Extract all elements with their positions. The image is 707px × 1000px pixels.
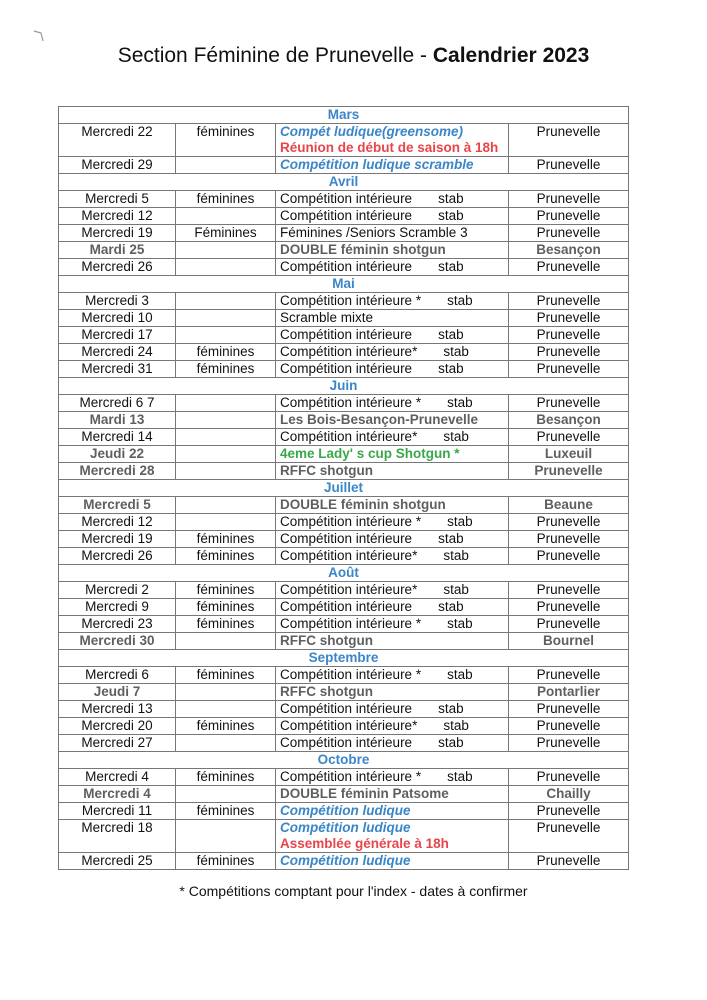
page-title-calendar: Calendrier 2023 [432, 44, 590, 67]
event-location: Prunevelle [509, 769, 629, 786]
event-date: Mardi 25 [59, 242, 176, 259]
event-text: Compétition intérieure [280, 361, 413, 376]
event-format: stab [447, 293, 473, 308]
event-row [59, 701, 629, 718]
event-category [176, 395, 276, 412]
event-date: Jeudi 22 [59, 446, 176, 463]
event-row [59, 429, 629, 446]
event-row [59, 514, 629, 531]
month-label: Octobre [59, 752, 629, 769]
event-text: Compétition intérieure [280, 701, 413, 716]
event-date: Mercredi 13 [59, 701, 176, 718]
event-date: Mercredi 25 [59, 853, 176, 870]
event-text: Compétition intérieure * [280, 769, 422, 784]
event-category [176, 327, 276, 344]
event-description [276, 718, 509, 735]
event-location: Prunevelle [509, 599, 629, 616]
event-row [59, 225, 629, 242]
event-row [59, 616, 629, 633]
event-category: féminines [176, 803, 276, 820]
event-location: Prunevelle [509, 853, 629, 870]
event-description [276, 429, 509, 446]
event-date: Mercredi 12 [59, 514, 176, 531]
event-line [280, 548, 504, 564]
event-category [176, 242, 276, 259]
event-row [59, 259, 629, 276]
event-line [280, 820, 504, 836]
event-line [280, 718, 504, 734]
event-date: Mercredi 4 [59, 786, 176, 803]
event-text: DOUBLE féminin shotgun [280, 242, 446, 257]
event-format: stab [438, 259, 464, 274]
event-row [59, 497, 629, 514]
event-text: Compétition intérieure * [280, 616, 422, 631]
month-label: Août [59, 565, 629, 582]
event-location: Prunevelle [509, 191, 629, 208]
event-description [276, 582, 509, 599]
event-category: féminines [176, 582, 276, 599]
event-location: Prunevelle [509, 701, 629, 718]
event-date: Mercredi 20 [59, 718, 176, 735]
event-date: Mercredi 14 [59, 429, 176, 446]
event-category: féminines [176, 718, 276, 735]
event-text: 4eme Lady' s cup Shotgun * [280, 446, 460, 461]
event-line [280, 429, 504, 445]
event-category: féminines [176, 548, 276, 565]
event-location: Beaune [509, 497, 629, 514]
page-title [0, 44, 707, 68]
event-description [276, 853, 509, 870]
event-category: féminines [176, 853, 276, 870]
event-line [280, 599, 504, 615]
event-location: Prunevelle [509, 361, 629, 378]
event-description [276, 310, 509, 327]
event-category [176, 684, 276, 701]
event-format: stab [438, 599, 464, 614]
event-line [280, 395, 504, 411]
event-text: Scramble mixte [280, 310, 374, 325]
event-category [176, 446, 276, 463]
month-label: Septembre [59, 650, 629, 667]
event-location: Besançon [509, 242, 629, 259]
event-text: Compétition intérieure [280, 191, 413, 206]
event-date: Jeudi 7 [59, 684, 176, 701]
event-date: Mercredi 26 [59, 548, 176, 565]
event-description [276, 667, 509, 684]
event-line [280, 735, 504, 751]
event-text: Féminines /Seniors Scramble 3 [280, 225, 468, 240]
event-category [176, 157, 276, 174]
event-category [176, 310, 276, 327]
month-label: Avril [59, 174, 629, 191]
event-category: féminines [176, 124, 276, 157]
event-row [59, 344, 629, 361]
event-category [176, 463, 276, 480]
event-text: RFFC shotgun [280, 633, 373, 648]
event-description [276, 259, 509, 276]
event-category [176, 497, 276, 514]
month-label: Juillet [59, 480, 629, 497]
event-text: DOUBLE féminin Patsome [280, 786, 449, 801]
event-text: RFFC shotgun [280, 463, 373, 478]
event-text: Compétition intérieure * [280, 514, 422, 529]
event-line [280, 514, 504, 530]
event-text: Compétition intérieure* [280, 582, 418, 597]
event-description [276, 395, 509, 412]
event-text: Les Bois-Besançon-Prunevelle [280, 412, 479, 427]
event-row [59, 242, 629, 259]
event-format: stab [438, 735, 464, 750]
event-line [280, 667, 504, 683]
event-category [176, 701, 276, 718]
event-line [280, 531, 504, 547]
event-date: Mercredi 5 [59, 191, 176, 208]
event-format: stab [447, 514, 473, 529]
event-line [280, 616, 504, 632]
event-description [276, 701, 509, 718]
event-line [280, 446, 504, 462]
event-format: stab [438, 361, 464, 376]
event-description [276, 616, 509, 633]
month-label: Mai [59, 276, 629, 293]
event-format: stab [443, 582, 469, 597]
event-description [276, 599, 509, 616]
event-location: Prunevelle [509, 514, 629, 531]
event-text: Compétition intérieure [280, 327, 413, 342]
event-line [280, 582, 504, 598]
event-date: Mercredi 4 [59, 769, 176, 786]
event-location: Prunevelle [509, 548, 629, 565]
event-text: Compétition intérieure* [280, 548, 418, 563]
event-row [59, 361, 629, 378]
event-row [59, 820, 629, 853]
event-location: Prunevelle [509, 124, 629, 157]
event-row [59, 633, 629, 650]
event-row [59, 208, 629, 225]
event-format: stab [438, 701, 464, 716]
event-text: Compétition intérieure [280, 599, 413, 614]
event-text: Compétition intérieure * [280, 395, 422, 410]
event-category [176, 820, 276, 853]
event-text: Compétition intérieure* [280, 344, 418, 359]
event-date: Mercredi 2 [59, 582, 176, 599]
month-header-row [59, 107, 629, 124]
event-line [280, 293, 504, 309]
event-date: Mercredi 22 [59, 124, 176, 157]
event-date: Mercredi 10 [59, 310, 176, 327]
event-format: stab [443, 344, 469, 359]
event-text: Compétition intérieure * [280, 667, 422, 682]
event-line [280, 327, 504, 343]
event-row [59, 310, 629, 327]
event-line [280, 412, 504, 428]
event-description [276, 803, 509, 820]
event-location: Prunevelle [509, 735, 629, 752]
event-format: stab [447, 395, 473, 410]
event-row [59, 718, 629, 735]
event-location: Prunevelle [509, 463, 629, 480]
event-format: stab [443, 718, 469, 733]
event-text: Réunion de début de saison à 18h [280, 140, 499, 155]
event-description [276, 497, 509, 514]
event-date: Mercredi 19 [59, 225, 176, 242]
event-row [59, 599, 629, 616]
event-description [276, 820, 509, 853]
month-header-row [59, 174, 629, 191]
event-description [276, 548, 509, 565]
event-line [280, 769, 504, 785]
event-text: Compétition intérieure* [280, 429, 418, 444]
event-line [280, 225, 504, 241]
event-format: stab [438, 531, 464, 546]
event-row [59, 803, 629, 820]
event-format: stab [447, 667, 473, 682]
event-location: Prunevelle [509, 429, 629, 446]
event-line [280, 684, 504, 700]
event-date: Mercredi 23 [59, 616, 176, 633]
event-text: Compétition ludique [280, 853, 411, 868]
event-date: Mercredi 18 [59, 820, 176, 853]
event-location: Prunevelle [509, 582, 629, 599]
event-line [280, 786, 504, 802]
event-category: féminines [176, 616, 276, 633]
month-header-row [59, 276, 629, 293]
event-format: stab [447, 769, 473, 784]
event-row [59, 853, 629, 870]
month-header-row [59, 378, 629, 395]
event-line [280, 157, 504, 173]
event-location: Prunevelle [509, 259, 629, 276]
event-format: stab [438, 327, 464, 342]
event-location: Prunevelle [509, 803, 629, 820]
event-line [280, 836, 504, 852]
event-description [276, 225, 509, 242]
event-date: Mercredi 30 [59, 633, 176, 650]
event-description [276, 412, 509, 429]
event-location: Prunevelle [509, 667, 629, 684]
event-format: stab [443, 429, 469, 444]
event-row [59, 463, 629, 480]
event-text: Compétition intérieure [280, 735, 413, 750]
event-row [59, 548, 629, 565]
month-label: Juin [59, 378, 629, 395]
event-date: Mercredi 5 [59, 497, 176, 514]
event-date: Mercredi 28 [59, 463, 176, 480]
event-location: Chailly [509, 786, 629, 803]
event-description [276, 633, 509, 650]
event-category [176, 735, 276, 752]
event-description [276, 157, 509, 174]
month-label: Mars [59, 107, 629, 124]
event-date: Mercredi 6 7 [59, 395, 176, 412]
event-location: Prunevelle [509, 310, 629, 327]
event-text: Compétition ludique scramble [280, 157, 474, 172]
event-category [176, 208, 276, 225]
event-date: Mercredi 29 [59, 157, 176, 174]
event-date: Mercredi 17 [59, 327, 176, 344]
event-category [176, 633, 276, 650]
event-row [59, 446, 629, 463]
event-row [59, 684, 629, 701]
event-row [59, 769, 629, 786]
event-category [176, 429, 276, 446]
calendar-body [59, 107, 629, 870]
event-date: Mercredi 9 [59, 599, 176, 616]
event-date: Mercredi 31 [59, 361, 176, 378]
event-line [280, 242, 504, 258]
month-header-row [59, 565, 629, 582]
month-header-row [59, 752, 629, 769]
event-category [176, 786, 276, 803]
event-description [276, 735, 509, 752]
page-title-section: Section Féminine de Prunevelle - [117, 44, 433, 67]
event-format: stab [443, 548, 469, 563]
event-text: RFFC shotgun [280, 684, 373, 699]
event-text: Compétition intérieure* [280, 718, 418, 733]
event-date: Mercredi 11 [59, 803, 176, 820]
event-line [280, 344, 504, 360]
event-date: Mercredi 26 [59, 259, 176, 276]
month-header-row [59, 650, 629, 667]
event-location: Prunevelle [509, 225, 629, 242]
event-description [276, 124, 509, 157]
event-text: Compétition intérieure * [280, 293, 422, 308]
event-description [276, 293, 509, 310]
event-date: Mercredi 27 [59, 735, 176, 752]
event-category: féminines [176, 361, 276, 378]
event-category: féminines [176, 769, 276, 786]
event-date: Mercredi 24 [59, 344, 176, 361]
event-line [280, 259, 504, 275]
event-date: Mercredi 3 [59, 293, 176, 310]
event-line [280, 633, 504, 649]
event-text: Compétition intérieure [280, 531, 413, 546]
event-description [276, 446, 509, 463]
event-description [276, 531, 509, 548]
event-row [59, 735, 629, 752]
event-category: féminines [176, 667, 276, 684]
event-category [176, 514, 276, 531]
event-text: Assemblée générale à 18h [280, 836, 449, 851]
event-location: Prunevelle [509, 820, 629, 853]
event-description [276, 514, 509, 531]
event-row [59, 293, 629, 310]
event-location: Prunevelle [509, 293, 629, 310]
event-date: Mardi 13 [59, 412, 176, 429]
event-description [276, 786, 509, 803]
month-header-row [59, 480, 629, 497]
event-line [280, 701, 504, 717]
event-row [59, 786, 629, 803]
event-category [176, 259, 276, 276]
event-line [280, 361, 504, 377]
event-line [280, 191, 504, 207]
calendar-table [58, 106, 629, 870]
event-text: Compétition intérieure [280, 208, 413, 223]
event-location: Besançon [509, 412, 629, 429]
event-row [59, 157, 629, 174]
event-description [276, 327, 509, 344]
event-row [59, 395, 629, 412]
event-description [276, 191, 509, 208]
event-location: Prunevelle [509, 327, 629, 344]
event-location: Prunevelle [509, 208, 629, 225]
event-row [59, 582, 629, 599]
event-line [280, 208, 504, 224]
event-text: Compétition ludique [280, 820, 411, 835]
event-row [59, 412, 629, 429]
event-category: féminines [176, 599, 276, 616]
event-date: Mercredi 12 [59, 208, 176, 225]
event-category: féminines [176, 191, 276, 208]
event-line [280, 853, 504, 869]
event-line [280, 310, 504, 326]
event-row [59, 327, 629, 344]
event-format: stab [438, 191, 464, 206]
event-category: Féminines [176, 225, 276, 242]
event-category [176, 412, 276, 429]
event-description [276, 208, 509, 225]
event-format: stab [447, 616, 473, 631]
footnote: * Compétitions comptant pour l'index - dates à confirmer [179, 883, 528, 899]
event-format: stab [438, 208, 464, 223]
event-location: Prunevelle [509, 157, 629, 174]
event-line [280, 124, 504, 140]
event-location: Luxeuil [509, 446, 629, 463]
event-category [176, 293, 276, 310]
event-line [280, 803, 504, 819]
event-row [59, 124, 629, 157]
event-description [276, 463, 509, 480]
event-row [59, 191, 629, 208]
event-date: Mercredi 6 [59, 667, 176, 684]
event-category: féminines [176, 344, 276, 361]
event-description [276, 684, 509, 701]
event-location: Prunevelle [509, 616, 629, 633]
event-text: Compétition ludique [280, 803, 411, 818]
event-row [59, 531, 629, 548]
event-description [276, 242, 509, 259]
event-location: Prunevelle [509, 531, 629, 548]
event-location: Prunevelle [509, 344, 629, 361]
event-line [280, 497, 504, 513]
event-location: Bournel [509, 633, 629, 650]
event-location: Pontarlier [509, 684, 629, 701]
event-date: Mercredi 19 [59, 531, 176, 548]
event-description [276, 361, 509, 378]
event-description [276, 344, 509, 361]
event-text: Compétition intérieure [280, 259, 413, 274]
event-line [280, 463, 504, 479]
event-description [276, 769, 509, 786]
event-text: DOUBLE féminin shotgun [280, 497, 446, 512]
event-line [280, 140, 504, 156]
event-row [59, 667, 629, 684]
event-location: Prunevelle [509, 718, 629, 735]
event-category: féminines [176, 531, 276, 548]
event-location: Prunevelle [509, 395, 629, 412]
event-text: Compét ludique(greensome) [280, 124, 464, 139]
